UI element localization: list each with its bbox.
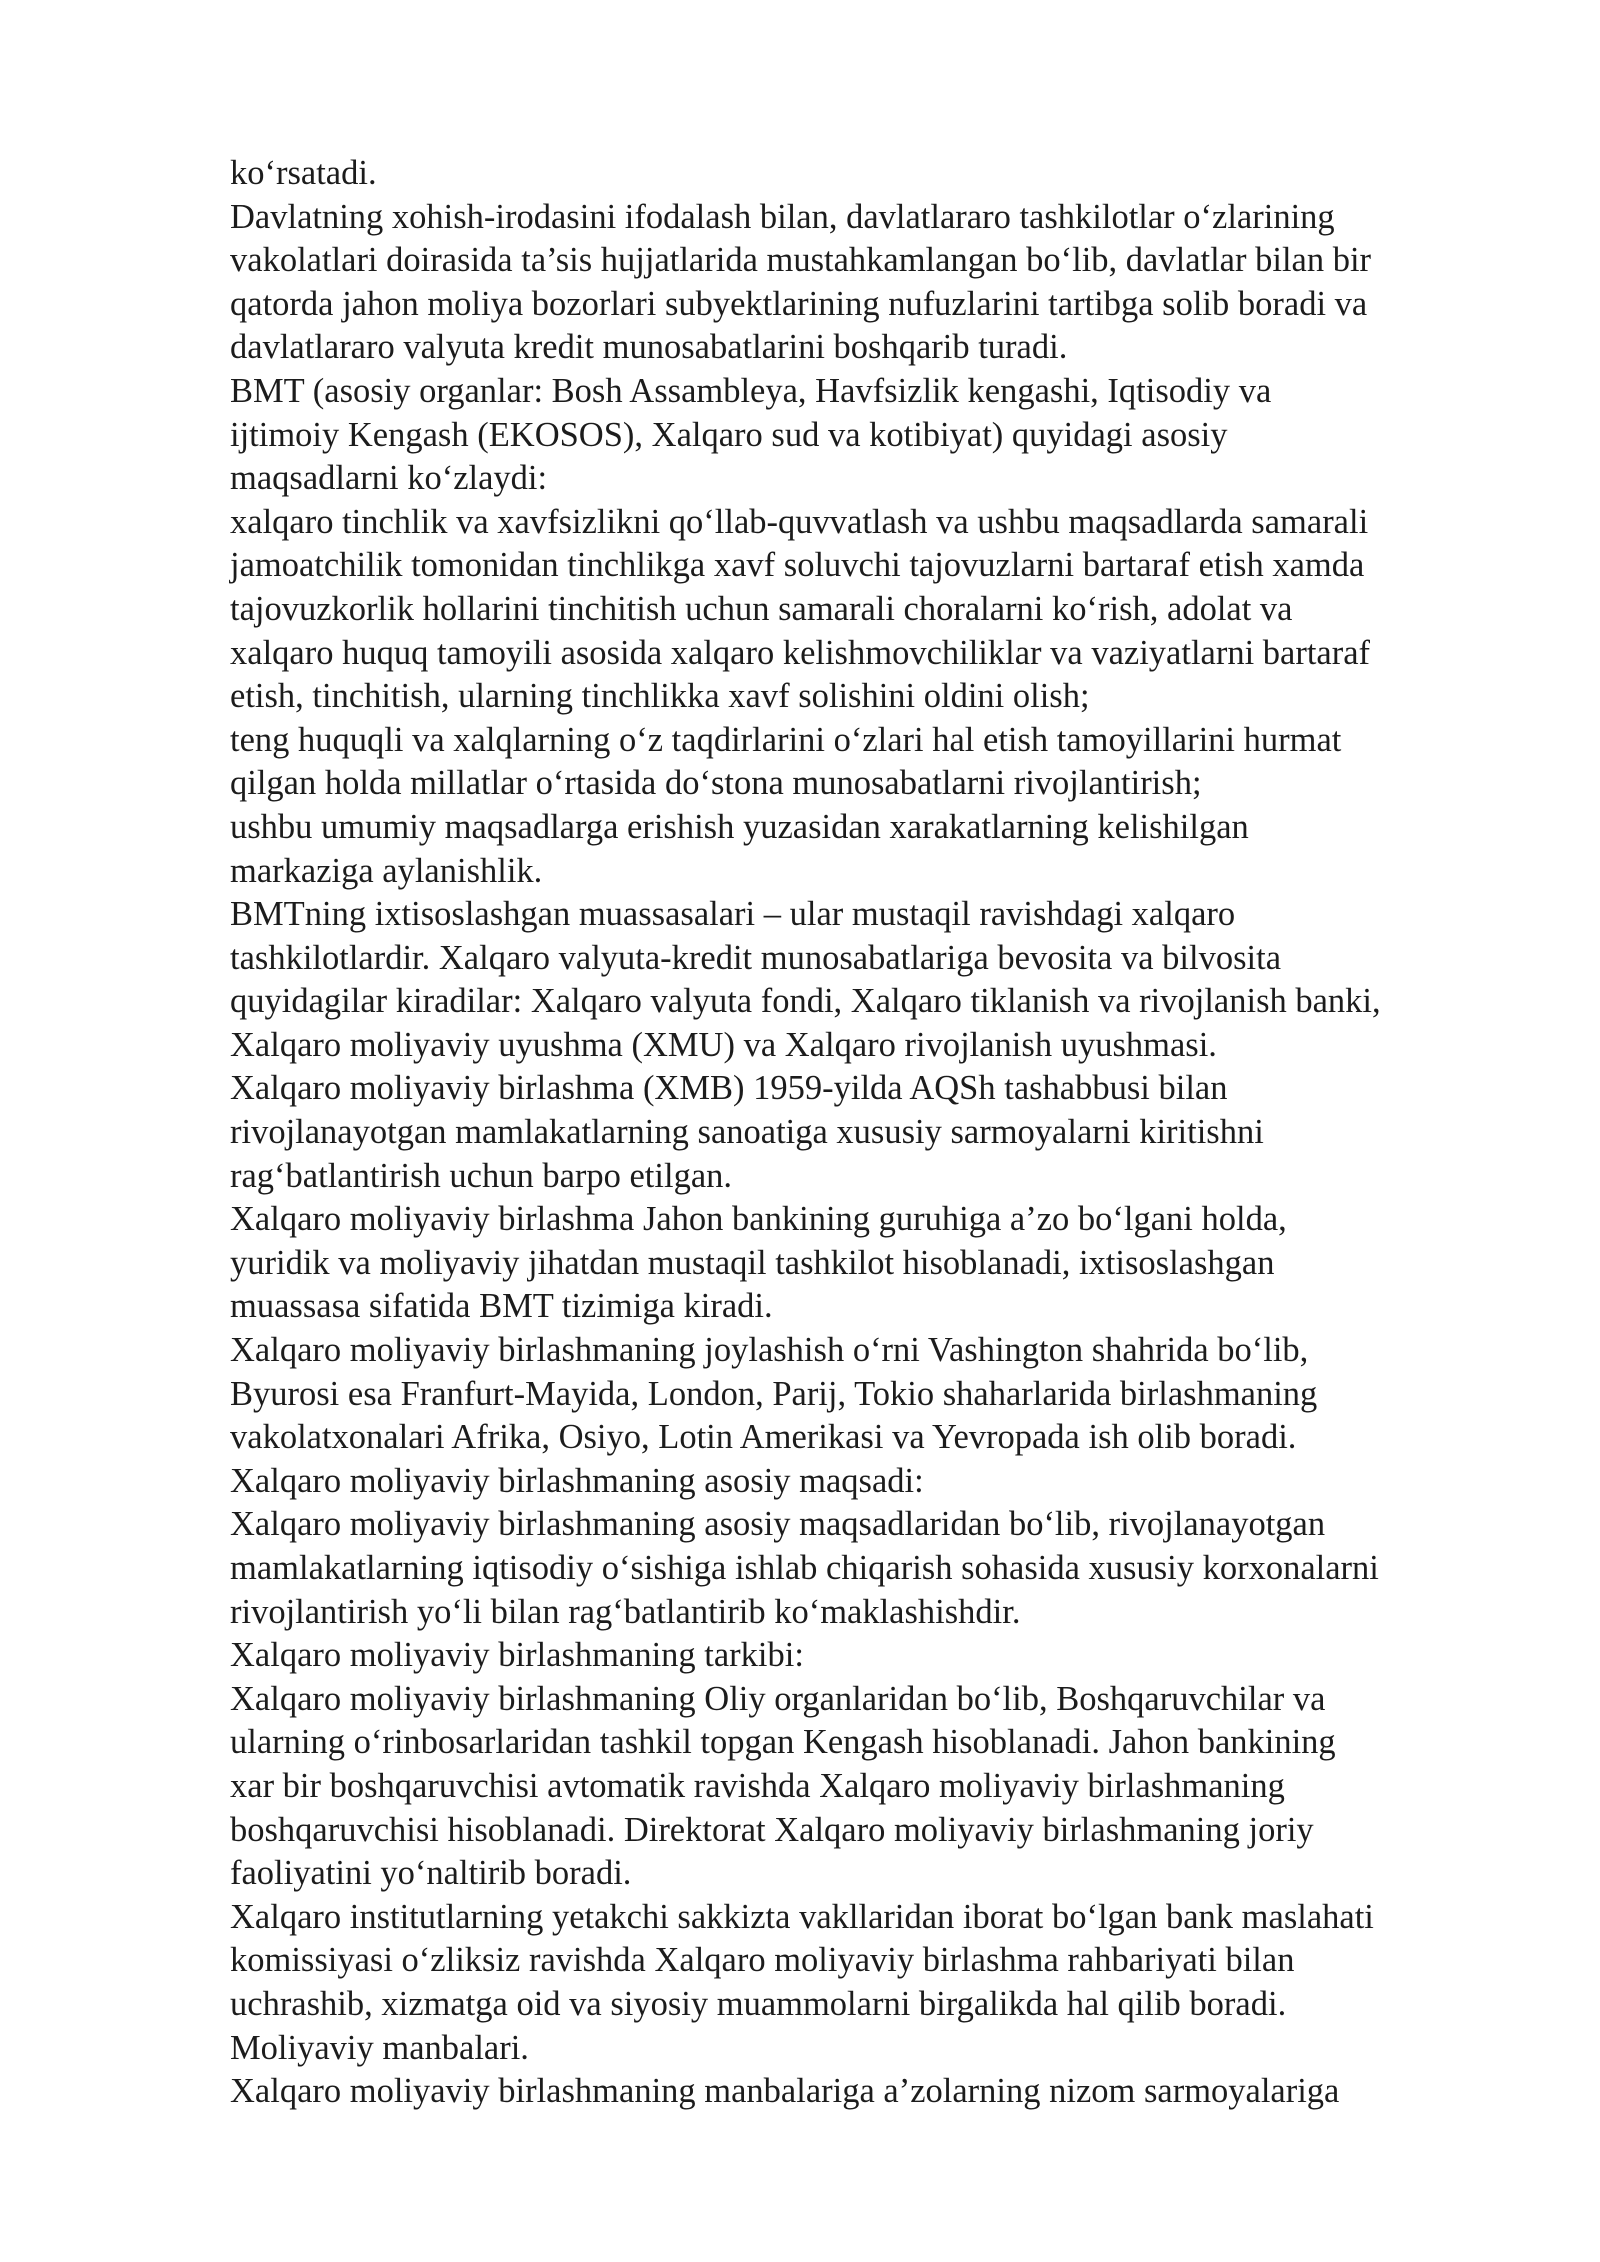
text-line: xalqaro tinchlik va xavfsizlikni qo‘llab-quvvatlash va ushbu maqsadlarda samarali — [230, 502, 1369, 541]
text-line: ushbu umumiy maqsadlarga erishish yuzasidan xarakatlarning kelishilgan — [230, 807, 1249, 846]
document-text — [230, 152, 1540, 2114]
text-line: yuridik va moliyaviy jihatdan mustaqil tashkilot hisoblanadi, ixtisoslashgan — [230, 1243, 1275, 1282]
text-line: ijtimoiy Kengash (EKOSOS), Xalqaro sud va kotibiyat) quyidagi asosiy — [230, 415, 1228, 454]
text-line: mamlakatlarning iqtisodiy o‘sishiga ishlab chiqarish sohasida xususiy korxonalarni — [230, 1549, 1379, 1587]
text-line: Moliyaviy manbalari. — [230, 2028, 529, 2067]
text-line: maqsadlarni ko‘zlaydi: — [230, 459, 548, 498]
text-line: muassasa sifatida BMT tizimiga kiradi. — [230, 1287, 773, 1326]
text-line: Xalqaro moliyaviy birlashmaning joylashish o‘rni Vashington shahrida bo‘lib, — [230, 1331, 1309, 1370]
text-line: ko‘rsatadi. — [230, 154, 377, 192]
text-line: Xalqaro moliyaviy birlashmaning manbalariga a’zolarning nizom sarmoyalariga — [230, 2072, 1340, 2111]
text-line: tashkilotlardir. Xalqaro valyuta-kredit munosabatlariga bevosita va bilvosita — [230, 938, 1282, 977]
text-line: jamoatchilik tomonidan tinchlikga xavf soluvchi tajovuzlarni bartaraf etish xamda — [230, 546, 1365, 585]
text-line: boshqaruvchisi hisoblanadi. Direktorat Xalqaro moliyaviy birlashmaning joriy — [230, 1810, 1314, 1849]
text-line: quyidagilar kiradilar: Xalqaro valyuta fondi, Xalqaro tiklanish va rivojlanish banki, — [230, 982, 1381, 1021]
text-line: Xalqaro moliyaviy birlashma (XMB) 1959-yilda AQSh tashabbusi bilan — [230, 1069, 1228, 1108]
text-line: tajovuzkorlik hollarini tinchitish uchun samarali choralarni ko‘rish, adolat va — [230, 589, 1293, 628]
text-line: qatorda jahon moliya bozorlari subyektlarining nufuzlarini tartibga solib boradi va — [230, 284, 1368, 323]
text-line: uchrashib, xizmatga oid va siyosiy muammolarni birgalikda hal qilib boradi. — [230, 1984, 1287, 2023]
text-line: etish, tinchitish, ularning tinchlikka xavf solishini oldini olish; — [230, 677, 1090, 716]
text-line: Xalqaro institutlarning yetakchi sakkizta vakllaridan iborat bo‘lgan bank maslahati — [230, 1897, 1374, 1936]
text-line: Xalqaro moliyaviy birlashmaning asosiy maqsadi: — [230, 1461, 924, 1500]
text-line: vakolatxonalari Afrika, Osiyo, Lotin Amerikasi va Yevropada ish olib boradi. — [230, 1418, 1297, 1457]
text-line: xar bir boshqaruvchisi avtomatik ravishda Xalqaro moliyaviy birlashmaning — [230, 1766, 1285, 1805]
text-line: vakolatlari doirasida ta’sis hujjatlarida mustahkamlangan bo‘lib, davlatlar bilan bir — [230, 241, 1372, 280]
text-line: Xalqaro moliyaviy birlashmaning asosiy maqsadlaridan bo‘lib, rivojlanayotgan — [230, 1505, 1326, 1544]
text-line: rivojlanayotgan mamlakatlarning sanoatiga xususiy sarmoyalarni kiritishni — [230, 1113, 1264, 1152]
text-line: Xalqaro moliyaviy birlashmaning tarkibi: — [230, 1636, 804, 1675]
text-line: komissiyasi o‘zliksiz ravishda Xalqaro moliyaviy birlashma rahbariyati bilan — [230, 1941, 1295, 1980]
text-line: Xalqaro moliyaviy birlashma Jahon bankining guruhiga a’zo bo‘lgani holda, — [230, 1200, 1287, 1239]
text-line: Davlatning xohish-irodasini ifodalash bilan, davlatlararo tashkilotlar o‘zlarining — [230, 197, 1335, 236]
text-line: markaziga aylanishlik. — [230, 851, 543, 890]
text-line: davlatlararo valyuta kredit munosabatlarini boshqarib turadi. — [230, 328, 1068, 367]
text-line: Byurosi esa Franfurt-Mayida, London, Parij, Tokio shaharlarida birlashmaning — [230, 1374, 1318, 1413]
text-line: rag‘batlantirish uchun barpo etilgan. — [230, 1156, 733, 1195]
text-line: xalqaro huquq tamoyili asosida xalqaro kelishmovchiliklar va vaziyatlarni bartaraf — [230, 633, 1371, 672]
text-line: ularning o‘rinbosarlaridan tashkil topgan Kengash hisoblanadi. Jahon bankining — [230, 1723, 1336, 1762]
text-line: BMTning ixtisoslashgan muassasalari – ular mustaqil ravishdagi xalqaro — [230, 895, 1236, 934]
text-line: Xalqaro moliyaviy uyushma (XMU) va Xalqaro rivojlanish uyushmasi. — [230, 1025, 1217, 1064]
text-line: teng huquqli va xalqlarning o‘z taqdirlarini o‘zlari hal etish tamoyillarini hurmat — [230, 720, 1342, 759]
text-line: BMT (asosiy organlar: Bosh Assambleya, Havfsizlik kengashi, Iqtisodiy va — [230, 371, 1272, 410]
text-line: rivojlantirish yo‘li bilan rag‘batlantirib ko‘maklashishdir. — [230, 1592, 1021, 1631]
text-line: faoliyatini yo‘naltirib boradi. — [230, 1854, 632, 1893]
text-line: Xalqaro moliyaviy birlashmaning Oliy organlaridan bo‘lib, Boshqaruvchilar va — [230, 1679, 1326, 1718]
text-line: qilgan holda millatlar o‘rtasida do‘stona munosabatlarni rivojlantirish; — [230, 764, 1202, 803]
